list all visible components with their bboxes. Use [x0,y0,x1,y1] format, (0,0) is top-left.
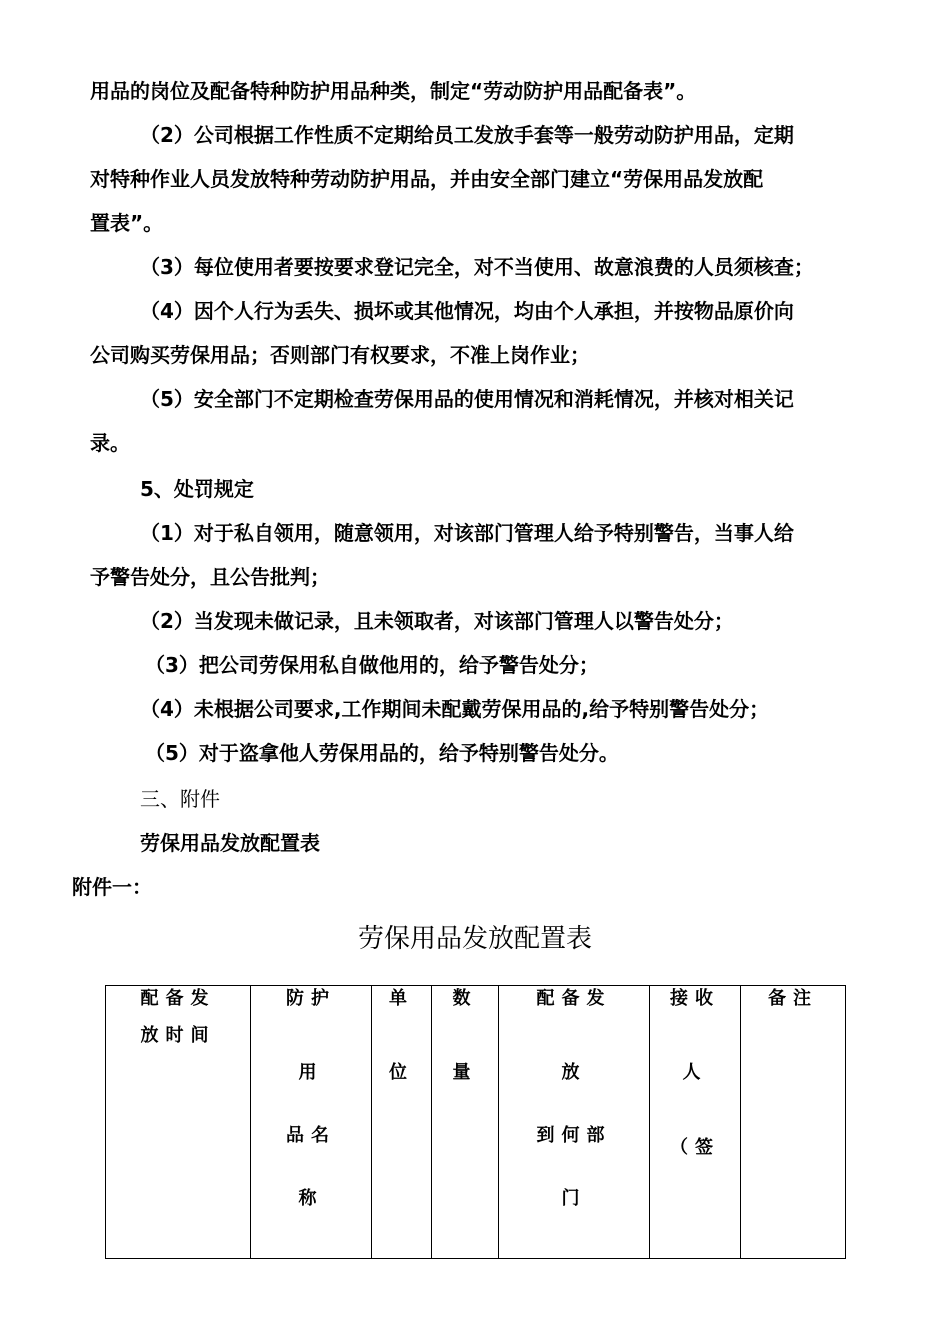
paragraph-line: （4）未根据公司要求,工作期间未配戴劳保用品的,给予特别警告处分； [140,697,770,721]
paragraph-line: （3）把公司劳保用私自做他用的，给予警告处分； [145,653,599,677]
paragraph-line: （3）每位使用者要按要求登记完全，对不当使用、故意浪费的人员须核查； [140,255,814,279]
paragraph-line: 置表”。 [90,211,164,235]
header-cell-issue-time [106,986,251,1259]
distribution-table [105,985,846,1259]
header-text: 量 [452,1062,478,1083]
header-text: 防护 [286,988,336,1009]
header-cell-department [499,986,650,1259]
header-text: 品名 [286,1125,336,1146]
paragraph-line: （5）对于盗拿他人劳保用品的，给予特别警告处分。 [145,741,619,765]
header-cell-receiver [650,986,741,1259]
header-text: 用 [298,1062,324,1083]
paragraph-line: （2）公司根据工作性质不定期给员工发放手套等一般劳动防护用品，定期 [140,123,794,147]
paragraph-line: （1）对于私自领用，随意领用，对该部门管理人给予特别警告，当事人给 [140,521,794,545]
header-text: 位 [389,1062,414,1083]
paragraph-line: 对特种作业人员发放特种劳动防护用品，并由安全部门建立“劳保用品发放配 [90,167,764,191]
header-text: 门 [561,1188,587,1209]
paragraph-line: （5）安全部门不定期检查劳保用品的使用情况和消耗情况，并核对相关记 [140,387,794,411]
table-header-row [106,986,846,1259]
header-text: 放 [561,1062,587,1083]
header-text: 备注 [768,988,818,1009]
paragraph-line: 用品的岗位及配备特种防护用品种类，制定“劳动防护用品配备表”。 [90,79,697,103]
section-heading: 5、处罚规定 [140,477,254,501]
paragraph-line: （2）当发现未做记录，且未领取者，对该部门管理人以警告处分； [140,609,734,633]
header-text: 接收 [670,988,720,1009]
header-text: 到何部 [536,1125,612,1146]
header-text: 数 [452,988,478,1009]
paragraph-line: 录。 [90,431,130,455]
attachment-name: 劳保用品发放配置表 [140,831,320,855]
paragraph-line: 公司购买劳保用品；否则部门有权要求，不准上岗作业； [90,343,590,367]
header-text: 配备发 [140,988,216,1009]
attachment-label: 附件一： [72,875,152,899]
header-text: 人 [682,1062,708,1083]
header-cell-item-name [251,986,372,1259]
paragraph-line: （4）因个人行为丢失、损坏或其他情况，均由个人承担，并按物品原价向 [140,299,794,323]
header-cell-quantity [432,986,499,1259]
paragraph-line: 予警告处分，且公告批判； [90,565,330,589]
header-text: 称 [298,1188,324,1209]
header-text: 配备发 [536,988,612,1009]
header-text: 单 [389,988,414,1009]
header-text: （签 [670,1137,720,1158]
header-cell-remarks [741,986,846,1259]
header-cell-unit [372,986,432,1259]
header-text: 放时间 [140,1025,216,1046]
table-title: 劳保用品发放配置表 [357,924,592,954]
section-heading: 三、附件 [140,787,220,811]
